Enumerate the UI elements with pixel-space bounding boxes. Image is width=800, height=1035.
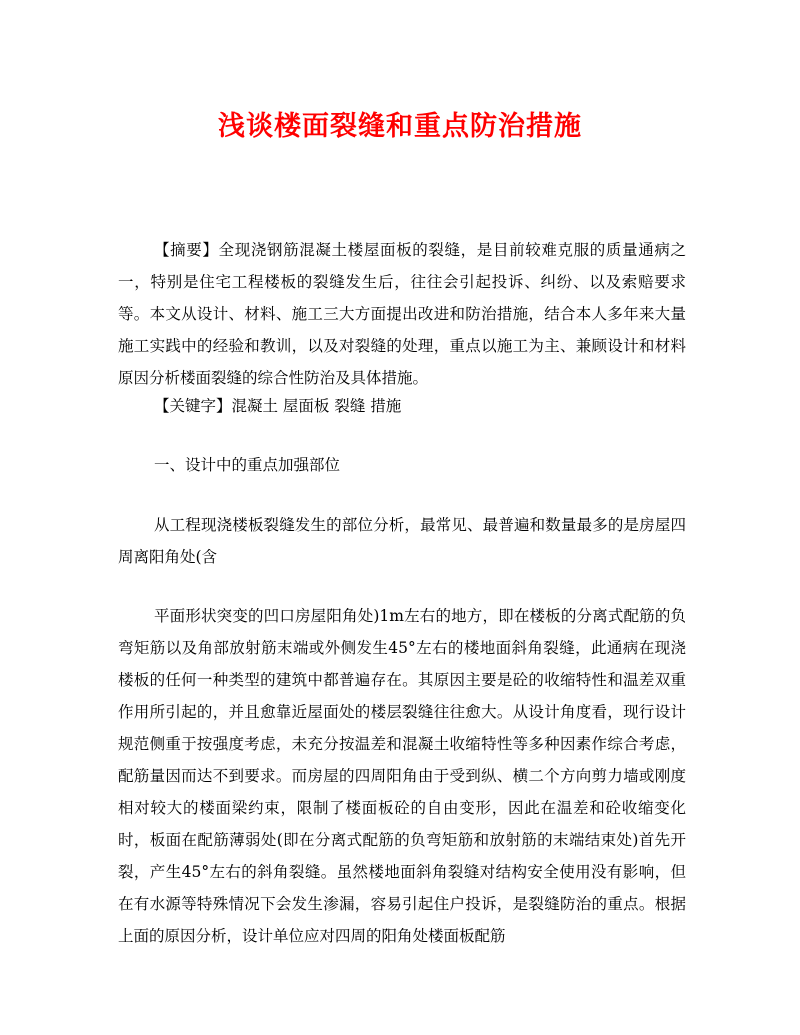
body-paragraph-1: 从工程现浇楼板裂缝发生的部位分析，最常见、最普遍和数量最多的是房屋四周离阳角处(含 <box>118 516 686 566</box>
body-paragraph-2: 平面形状突变的凹口房屋阳角处)1m左右的地方，即在楼板的分离式配筋的负弯矩筋以及角部放射筋末端或外侧发生45°左右的楼地面斜角裂缝，此通病在现浇楼板的任何一种类型的建筑中都普遍存在。其原因主要是砼的收缩特性和温差双重作用所引起的，并且愈靠近屋面处的楼层裂缝往往愈大。从设计角度看，现行设计规范侧重于按强度考虑，未充分按温差和混凝土收缩特性等多种因素作综合考虑，配筋量因而达不到要求。而房屋的四周阳角由于受到纵、横二个方向剪力墙或刚度相对较大的楼面梁约束，限制了楼面板砼的自由变形，因此在温差和砼收缩变化时，板面在配筋薄弱处(即在分离式配筋的负弯矩筋和放射筋的末端结束处)首先开裂，产生45°左右的斜角裂缝。虽然楼地面斜角裂缝对结构安全使用没有影响，但在有水源等特殊情况下会发生渗漏，容易引起住户投诉，是裂缝防治的重点。根据上面的原因分析，设计单位应对四周的阳角处楼面板配筋 <box>118 607 686 945</box>
abstract-paragraph: 【摘要】全现浇钢筋混凝土楼屋面板的裂缝，是目前较难克服的质量通病之一，特别是住宅工程楼板的裂缝发生后，往往会引起投诉、纠纷、以及索赔要求等。本文从设计、材料、施工三大方面提出改进和防治措施，结合本人多年来大量施工实践中的经验和教训，以及对裂缝的处理，重点以施工为主、兼顾设计和材料原因分析楼面裂缝的综合性防治及具体措施。 <box>118 241 686 387</box>
document-title: 浅谈楼面裂缝和重点防治措施 <box>218 111 582 142</box>
section-heading: 一、设计中的重点加强部位 <box>154 456 341 474</box>
keywords-line: 【关键字】混凝土 屋面板 裂缝 措施 <box>154 397 402 415</box>
